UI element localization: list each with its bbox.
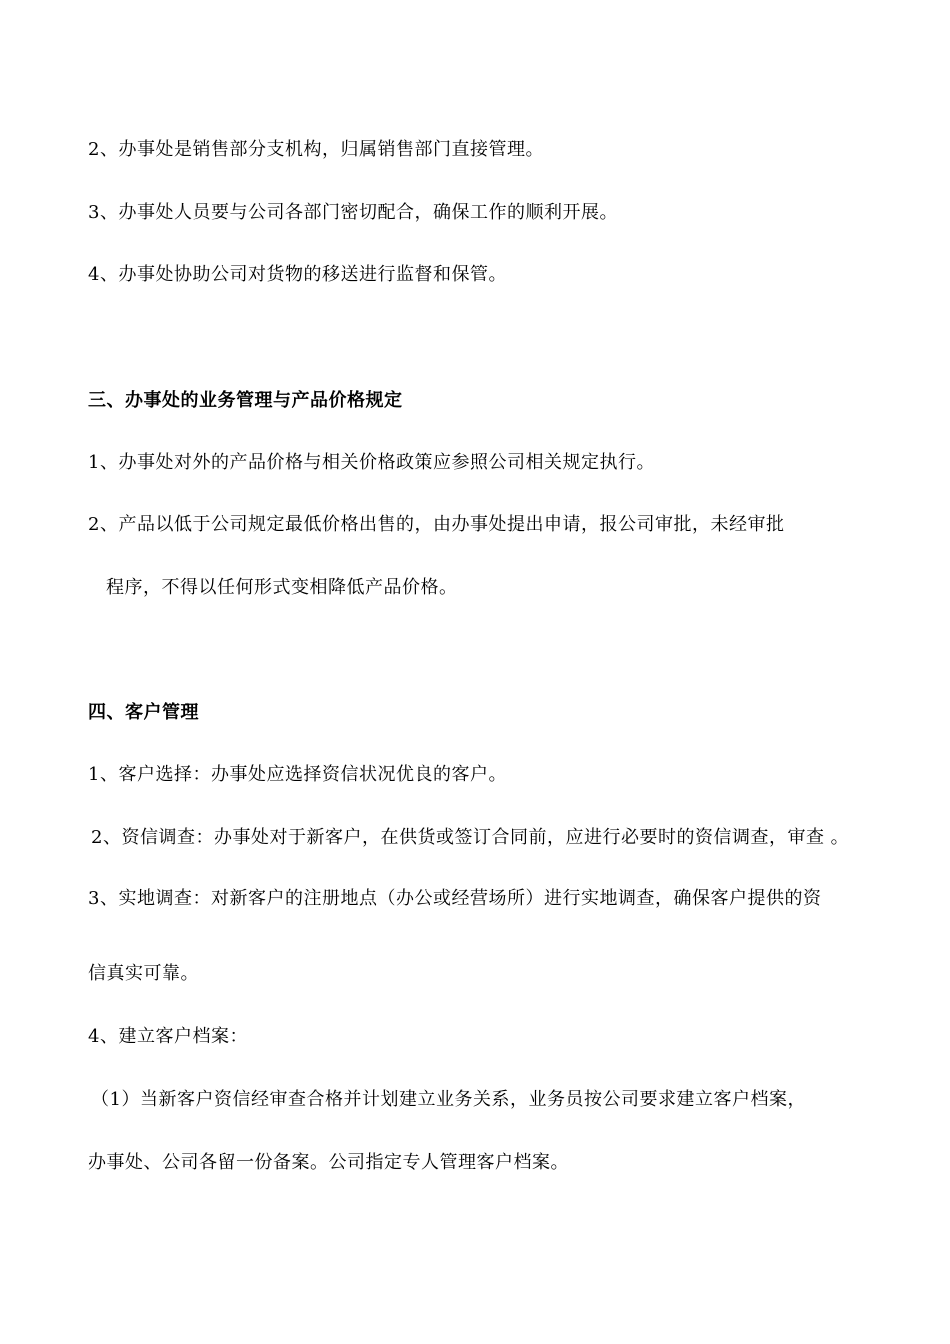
section4-item-4-sub1-line1: （1）当新客户资信经审查合格并计划建立业务关系，业务员按公司要求建立客户档案， (91, 1089, 806, 1110)
section2-item-4: 4、办事处协助公司对货物的移送进行监督和保管。 (88, 264, 507, 285)
section3-item-1: 1、办事处对外的产品价格与相关价格政策应参照公司相关规定执行。 (88, 452, 655, 473)
section3-heading: 三、办事处的业务管理与产品价格规定 (88, 390, 403, 411)
section4-item-2: 2、资信调查：办事处对于新客户，在供货或签订合同前，应进行必要时的资信调查，审查 。 (91, 827, 850, 848)
section4-item-4-sub1-line2: 办事处、公司各留一份备案。公司指定专人管理客户档案。 (88, 1152, 569, 1173)
section4-item-4: 4、建立客户档案： (88, 1026, 248, 1047)
section4-item-3-line1: 3、实地调查：对新客户的注册地点（办公或经营场所）进行实地调查，确保客户提供的资 (88, 888, 822, 909)
section3-item-2-line2: 程序，不得以任何形式变相降低产品价格。 (106, 577, 458, 598)
section4-item-3-line2: 信真实可靠。 (88, 963, 199, 984)
section2-item-3: 3、办事处人员要与公司各部门密切配合，确保工作的顺利开展。 (88, 202, 618, 223)
section4-heading: 四、客户管理 (88, 702, 199, 723)
section2-item-2: 2、办事处是销售部分支机构，归属销售部门直接管理。 (88, 139, 544, 160)
section4-item-1: 1、客户选择：办事处应选择资信状况优良的客户。 (88, 764, 507, 785)
section3-item-2-line1: 2、产品以低于公司规定最低价格出售的，由办事处提出申请，报公司审批，未经审批 (88, 514, 785, 535)
